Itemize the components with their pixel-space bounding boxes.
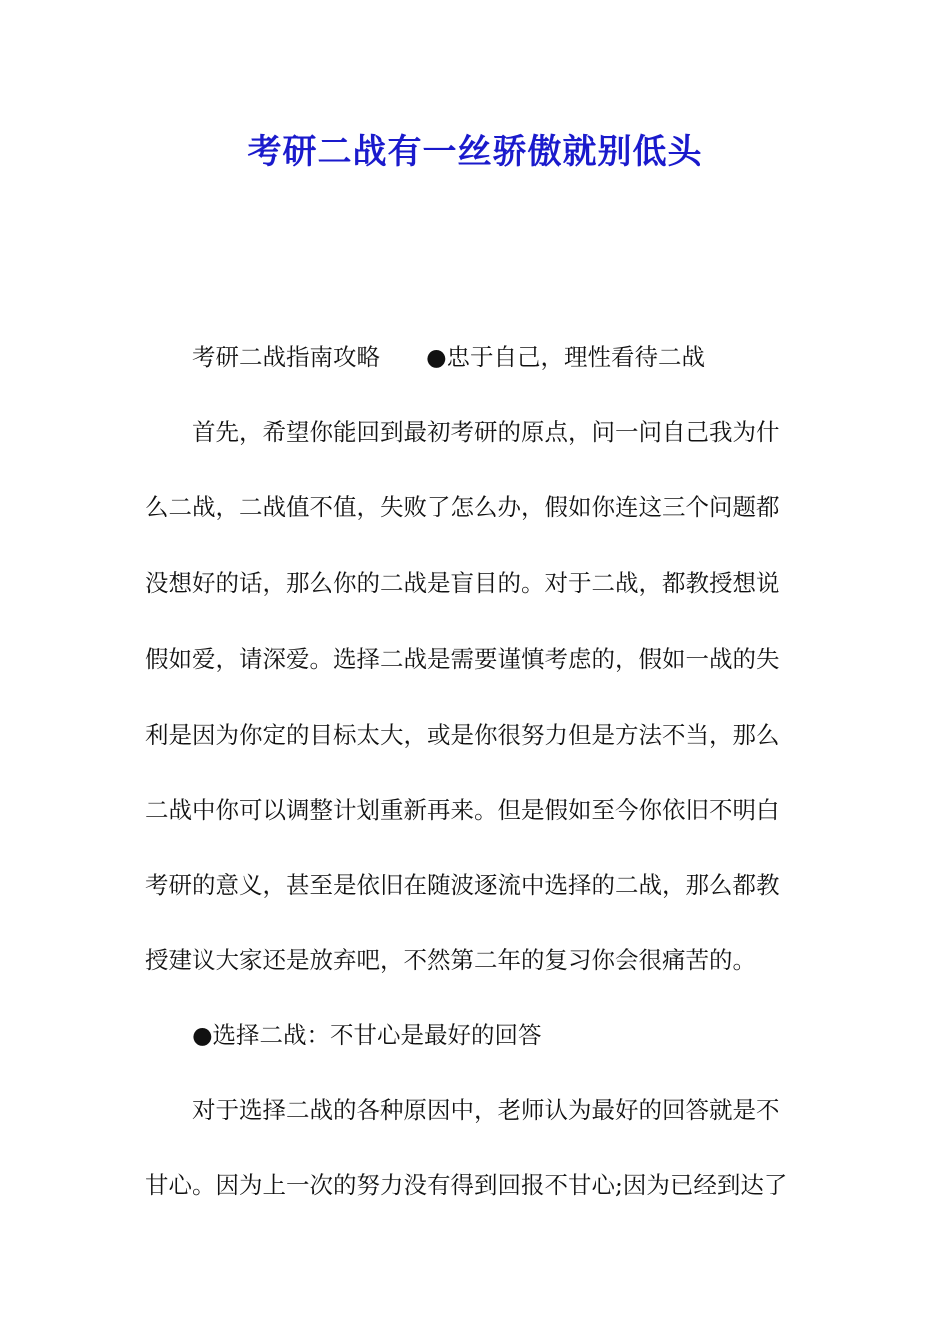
body-line-6: 利是因为你定的目标太大，或是你很努力但是方法不当，那么 xyxy=(145,721,780,749)
body-line-7: 二战中你可以调整计划重新再来。但是假如至今你依旧不明白 xyxy=(145,796,780,824)
body-line-12: 甘心。因为上一次的努力没有得到回报不甘心;因为已经到达了 xyxy=(145,1171,788,1199)
guide-heading: 考研二战指南攻略 xyxy=(192,343,380,371)
body-line-2: 首先，希望你能回到最初考研的原点，问一问自己我为什 xyxy=(192,418,780,446)
document-title: 考研二战有一丝骄傲就别低头 xyxy=(247,132,703,172)
body-line-3: 么二战，二战值不值，失败了怎么办，假如你连这三个问题都 xyxy=(145,493,780,521)
section-heading-loyal: ●忠于自己，理性看待二战 xyxy=(426,343,706,371)
body-line-5: 假如爱，请深爱。选择二战是需要谨慎考虑的，假如一战的失 xyxy=(145,645,780,673)
document-body xyxy=(145,340,809,1280)
body-line-4: 没想好的话，那么你的二战是盲目的。对于二战，都教授想说 xyxy=(145,569,780,597)
body-line-1 xyxy=(145,340,705,374)
body-line-11: 对于选择二战的各种原因中，老师认为最好的回答就是不 xyxy=(192,1096,780,1124)
section-heading-choose: ●选择二战：不甘心是最好的回答 xyxy=(192,1021,542,1049)
body-line-8: 考研的意义，甚至是依旧在随波逐流中选择的二战，那么都教 xyxy=(145,871,780,899)
body-line-9: 授建议大家还是放弃吧，不然第二年的复习你会很痛苦的。 xyxy=(145,946,756,974)
